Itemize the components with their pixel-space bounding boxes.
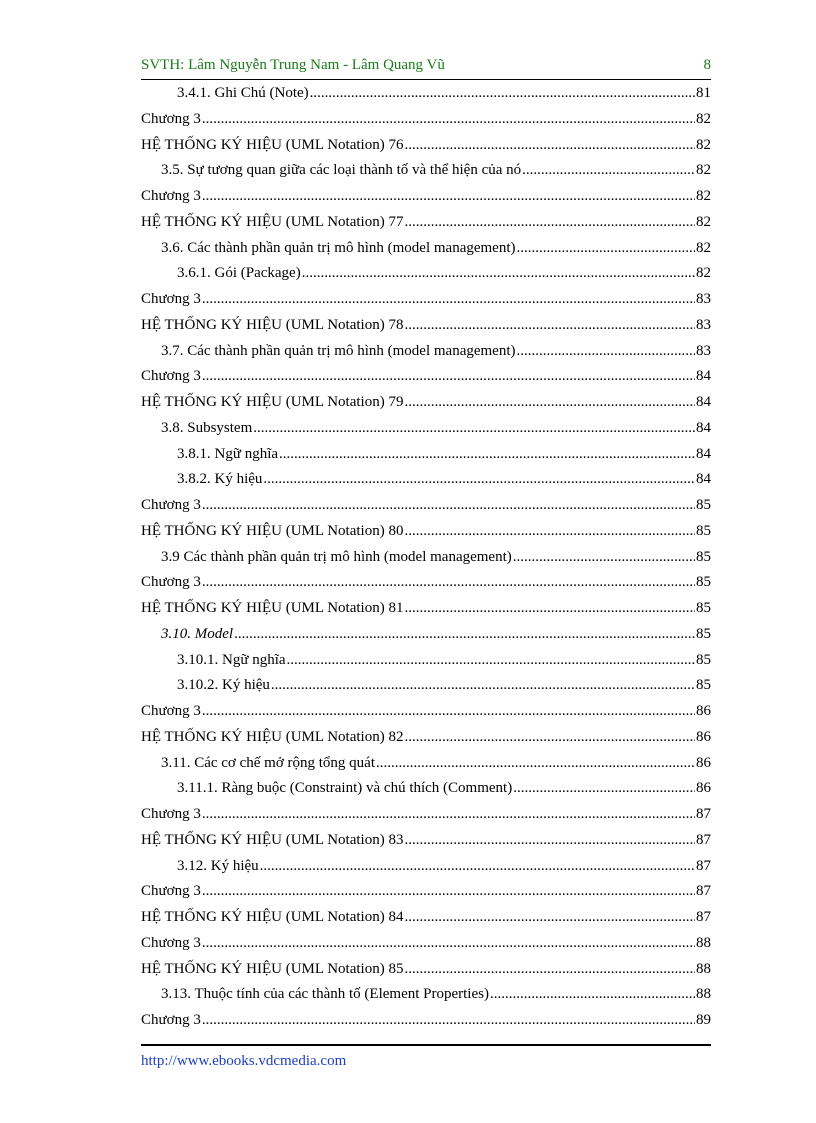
toc-entry[interactable]	[141, 776, 711, 802]
toc-entry-title: HỆ THỐNG KÝ HIỆU (UML Notation) 80	[141, 522, 404, 539]
footer-divider	[141, 1044, 711, 1046]
toc-entry-page: 82	[696, 136, 711, 153]
toc-entry[interactable]	[141, 210, 711, 236]
toc-entry-title: Chương 3	[141, 574, 201, 591]
toc-dot-leader	[260, 854, 695, 880]
toc-dot-leader	[513, 776, 695, 802]
toc-dot-leader	[404, 133, 695, 159]
toc-dot-leader	[234, 622, 695, 648]
toc-entry-page: 85	[696, 548, 711, 565]
toc-entry[interactable]	[141, 596, 711, 622]
toc-dot-leader	[202, 364, 695, 390]
toc-entry-page: 83	[696, 291, 711, 307]
toc-dot-leader	[202, 699, 695, 725]
toc-entry-page: 86	[696, 754, 711, 771]
toc-entry-page: 85	[696, 497, 711, 513]
toc-entry-page: 87	[696, 883, 711, 900]
toc-entry[interactable]	[141, 725, 711, 751]
toc-entry-title: 3.10.2. Ký hiệu	[177, 677, 270, 694]
toc-entry[interactable]	[141, 236, 711, 262]
toc-entry[interactable]	[141, 81, 711, 107]
toc-entry[interactable]	[141, 622, 711, 648]
toc-dot-leader	[202, 570, 695, 596]
toc-entry-title: 3.13. Thuộc tính của các thành tố (Element Properties)	[161, 986, 489, 1003]
toc-entry[interactable]	[141, 545, 711, 571]
toc-entry-page: 88	[696, 960, 711, 977]
toc-entry-title: 3.10. Model	[161, 625, 234, 642]
toc-entry[interactable]	[141, 364, 711, 390]
toc-entry[interactable]	[141, 287, 711, 313]
toc-entry-page: 85	[696, 677, 711, 694]
toc-entry-page: 85	[696, 574, 711, 591]
toc-entry-page: 84	[696, 445, 711, 462]
toc-entry-page: 84	[696, 419, 711, 436]
toc-entry-title: Chương 3	[141, 291, 201, 307]
toc-entry[interactable]	[141, 699, 711, 725]
toc-entry-page: 87	[696, 909, 711, 925]
toc-dot-leader	[202, 802, 695, 828]
toc-entry[interactable]	[141, 467, 711, 493]
toc-entry[interactable]	[141, 493, 711, 519]
toc-entry[interactable]	[141, 570, 711, 596]
toc-entry-title: 3.8. Subsystem	[161, 419, 253, 436]
toc-entry-title: HỆ THỐNG KÝ HIỆU (UML Notation) 85	[141, 960, 404, 977]
toc-entry-title: HỆ THỐNG KÝ HIỆU (UML Notation) 83	[141, 831, 404, 848]
toc-entry-page: 88	[696, 986, 711, 1003]
toc-dot-leader	[202, 184, 695, 210]
toc-entry-page: 85	[696, 625, 711, 642]
toc-entry[interactable]	[141, 313, 711, 339]
toc-entry-title: 3.6.1. Gói (Package)	[177, 265, 301, 282]
toc-entry[interactable]	[141, 957, 711, 983]
toc-entry-page: 84	[696, 368, 711, 385]
toc-entry-title: 3.11. Các cơ chế mở rộng tổng quát	[161, 754, 376, 771]
toc-entry[interactable]	[141, 519, 711, 545]
toc-entry-page: 83	[696, 316, 711, 333]
toc-entry-page: 87	[696, 857, 711, 874]
toc-entry[interactable]	[141, 905, 711, 931]
toc-entry[interactable]	[141, 261, 711, 287]
toc-dot-leader	[490, 982, 695, 1008]
toc-entry-title: Chương 3	[141, 703, 201, 719]
toc-entry-title: Chương 3	[141, 110, 201, 127]
header-divider	[141, 79, 711, 80]
toc-entry-page: 85	[696, 522, 711, 539]
toc-entry[interactable]	[141, 339, 711, 365]
toc-entry-title: 3.4.1. Ghi Chú (Note)	[177, 85, 309, 101]
toc-entry-title: Chương 3	[141, 806, 201, 822]
toc-dot-leader	[287, 648, 695, 674]
toc-entry-title: HỆ THỐNG KÝ HIỆU (UML Notation) 79	[141, 394, 404, 410]
toc-entry-title: HỆ THỐNG KÝ HIỆU (UML Notation) 81	[141, 600, 404, 616]
toc-entry[interactable]	[141, 416, 711, 442]
toc-dot-leader	[263, 467, 695, 493]
toc-entry-page: 81	[696, 85, 711, 101]
toc-dot-leader	[279, 442, 695, 468]
header-author: SVTH: Lâm Nguyễn Trung Nam - Lâm Quang Vũ	[141, 57, 445, 73]
toc-dot-leader	[517, 339, 696, 365]
toc-entry-page: 88	[696, 934, 711, 951]
toc-entry[interactable]	[141, 879, 711, 905]
toc-entry[interactable]	[141, 854, 711, 880]
toc-dot-leader	[376, 751, 695, 777]
toc-entry-title: HỆ THỐNG KÝ HIỆU (UML Notation) 82	[141, 728, 404, 745]
toc-entry-page: 86	[696, 703, 711, 719]
toc-entry[interactable]	[141, 648, 711, 674]
toc-entry-page: 87	[696, 831, 711, 848]
toc-entry[interactable]	[141, 107, 711, 133]
toc-entry[interactable]	[141, 133, 711, 159]
toc-entry[interactable]	[141, 390, 711, 416]
toc-entry-title: 3.11.1. Ràng buộc (Constraint) và chú thích (Comment)	[177, 780, 513, 797]
footer-url-link[interactable]: http://www.ebooks.vdcmedia.com	[141, 1053, 347, 1069]
toc-dot-leader	[202, 107, 695, 133]
toc-dot-leader	[404, 596, 695, 622]
toc-entry-title: Chương 3	[141, 188, 201, 204]
toc-entry-page: 89	[696, 1012, 711, 1028]
toc-dot-leader	[302, 261, 695, 287]
toc-entry[interactable]	[141, 184, 711, 210]
toc-entry[interactable]	[141, 158, 711, 184]
toc-entry-page: 84	[696, 471, 711, 488]
toc-dot-leader	[404, 313, 695, 339]
table-of-contents	[141, 81, 711, 1034]
toc-entry-title: 3.8.2. Ký hiệu	[177, 471, 263, 488]
toc-entry-page: 82	[696, 265, 711, 282]
toc-entry-title: Chương 3	[141, 497, 201, 513]
toc-entry[interactable]	[141, 1008, 711, 1034]
toc-dot-leader	[404, 905, 695, 931]
toc-entry-title: HỆ THỐNG KÝ HIỆU (UML Notation) 78	[141, 316, 404, 333]
toc-dot-leader	[202, 879, 695, 905]
toc-dot-leader	[522, 158, 695, 184]
toc-dot-leader	[404, 957, 695, 983]
toc-entry-page: 82	[696, 239, 711, 256]
toc-dot-leader	[202, 1008, 695, 1034]
toc-entry-title: HỆ THỐNG KÝ HIỆU (UML Notation) 84	[141, 909, 404, 925]
toc-dot-leader	[517, 236, 696, 262]
toc-dot-leader	[202, 287, 695, 313]
toc-entry-title: 3.10.1. Ngữ nghĩa	[177, 651, 286, 668]
toc-entry-page: 86	[696, 728, 711, 745]
toc-entry-page: 85	[696, 651, 711, 668]
toc-entry-page: 84	[696, 394, 711, 410]
toc-entry-title: HỆ THỐNG KÝ HIỆU (UML Notation) 77	[141, 213, 404, 230]
toc-entry-title: Chương 3	[141, 1012, 201, 1028]
toc-entry-page: 85	[696, 600, 711, 616]
toc-entry[interactable]	[141, 673, 711, 699]
toc-entry-page: 82	[696, 110, 711, 127]
toc-entry[interactable]	[141, 931, 711, 957]
toc-entry-page: 87	[696, 806, 711, 822]
toc-dot-leader	[404, 390, 695, 416]
toc-entry-title: 3.7. Các thành phần quản trị mô hình (model management)	[161, 342, 516, 359]
toc-dot-leader	[404, 210, 695, 236]
toc-entry[interactable]	[141, 802, 711, 828]
toc-dot-leader	[202, 931, 695, 957]
toc-entry-title: 3.6. Các thành phần quản trị mô hình (model management)	[161, 239, 516, 256]
toc-entry-title: 3.9 Các thành phần quản trị mô hình (model management)	[161, 548, 512, 565]
toc-entry[interactable]	[141, 442, 711, 468]
toc-dot-leader	[404, 828, 695, 854]
toc-dot-leader	[513, 545, 695, 571]
toc-entry-title: 3.8.1. Ngữ nghĩa	[177, 445, 279, 462]
toc-entry-title: Chương 3	[141, 368, 201, 385]
toc-entry-title: Chương 3	[141, 883, 201, 900]
toc-entry[interactable]	[141, 982, 711, 1008]
toc-entry-title: Chương 3	[141, 934, 201, 951]
toc-dot-leader	[253, 416, 695, 442]
toc-entry-title: 3.12. Ký hiệu	[177, 857, 259, 874]
page-header	[141, 55, 711, 77]
toc-entry[interactable]	[141, 828, 711, 854]
toc-entry-page: 82	[696, 213, 711, 230]
toc-entry-title: HỆ THỐNG KÝ HIỆU (UML Notation) 76	[141, 136, 404, 153]
toc-dot-leader	[310, 81, 695, 107]
toc-entry-page: 82	[696, 162, 711, 179]
toc-entry-page: 83	[696, 342, 711, 359]
toc-entry-page: 82	[696, 188, 711, 204]
header-page-number: 8	[703, 57, 711, 73]
toc-dot-leader	[404, 519, 695, 545]
toc-dot-leader	[271, 673, 695, 699]
toc-dot-leader	[404, 725, 695, 751]
toc-entry[interactable]	[141, 751, 711, 777]
toc-dot-leader	[202, 493, 695, 519]
toc-entry-title: 3.5. Sự tương quan giữa các loại thành tố và thể hiện của nó	[161, 162, 522, 179]
toc-entry-page: 86	[696, 780, 711, 797]
